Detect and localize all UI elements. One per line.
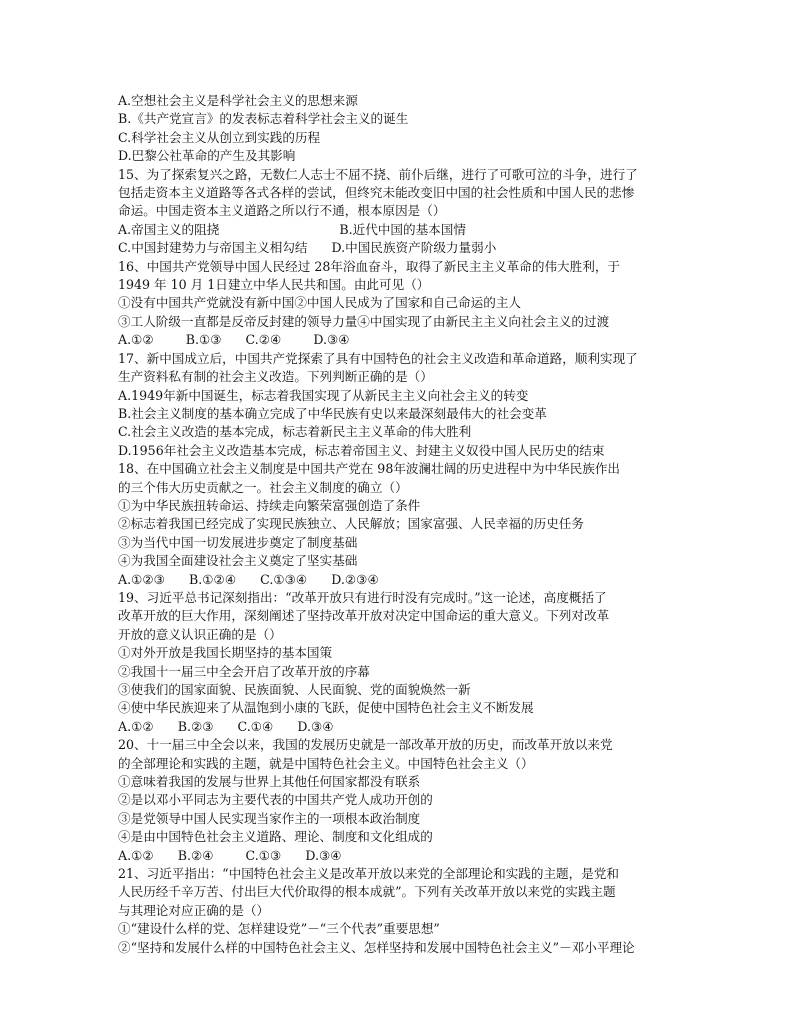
option-line: D.巴黎公社革命的产生及其影响 [118, 148, 296, 164]
question-20-options: A.①② B.②④ C.①③ D.③④ [118, 847, 342, 863]
question-17-option: D.1956年社会主义改造基本完成，标志着帝国主义、封建主义奴役中国人民历史的结束 [118, 442, 605, 458]
question-20-statement: ②是以邓小平同志为主要代表的中国共产党人成功开创的 [118, 792, 433, 808]
option-line: C.科学社会主义从创立到实践的历程 [118, 129, 321, 145]
question-18-statement: ②标志着我国已经完成了实现民族独立、人民解放；国家富强、人民幸福的历史任务 [118, 516, 584, 532]
question-17-option: A.1949年新中国诞生，标志着我国实现了从新民主主义向社会主义的转变 [118, 387, 529, 403]
question-18-options: A.①②③ B.①②④ C.①③④ D.②③④ [118, 571, 379, 587]
question-18-statement: ③为当代中国一切发展进步奠定了制度基础 [118, 534, 358, 550]
question-15-text: 包括走资本主义道路等各式各样的尝试，但终究未能改变旧中国的社会性质和中国人民的悲惨 [118, 185, 635, 201]
option-line: B.《共产党宣言》的发表标志着科学社会主义的诞生 [118, 111, 409, 127]
question-17-option: B.社会主义制度的基本确立完成了中华民族有史以来最深刻最伟大的社会变革 [118, 405, 547, 421]
question-16-options: A.①② B.①③ C.②④ D.③④ [118, 332, 350, 348]
question-17-text: 17、新中国成立后，中国共产党探索了具有中国特色的社会主义改造和革命道路，顺利实现了 [118, 350, 638, 366]
question-16-text: 16、中国共产党领导中国人民经过 28年浴血奋斗，取得了新民主主义革命的伟大胜利，于 [118, 258, 621, 274]
question-20-statement: ③是党领导中国人民实现当家作主的一项根本政治制度 [118, 810, 421, 826]
question-16-statement: ③工人阶级一直都是反帝反封建的领导力量④中国实现了由新民主主义向社会主义的过渡 [118, 313, 610, 329]
question-17-option: C.社会主义改造的基本完成，标志着新民主主义革命的伟大胜利 [118, 424, 472, 440]
question-20-text: 的全部理论和实践的主题，就是中国特色社会主义。中国特色社会主义（） [118, 755, 534, 771]
question-20-statement: ①意味着我国的发展与世界上其他任何国家都没有联系 [118, 774, 421, 790]
question-16-text: 1949 年 10 月 1日建立中华人民共和国。由此可见（） [118, 277, 430, 293]
question-21-text: 人民历经千辛万苦、付出巨大代价取得的根本成就”。下列有关改革开放以来党的实践主题 [118, 884, 616, 900]
option-line: A.空想社会主义是科学社会主义的思想来源 [118, 93, 358, 108]
question-19-statement: ④使中华民族迎来了从温饱到小康的飞跃，促使中国特色社会主义不断发展 [118, 700, 534, 716]
question-21-statement: ①“建设什么样的党、怎样建设党”－“三个代表”重要思想” [118, 921, 440, 937]
question-15-text: 命运。中国走资本主义道路之所以行不通，根本原因是（） [118, 203, 446, 219]
question-15-options: C.中国封建势力与帝国主义相勾结 D.中国民族资产阶级力量弱小 [118, 240, 497, 256]
question-19-text: 改革开放的巨大作用，深刻阐述了坚持改革开放对决定中国命运的重大意义。下列对改革 [118, 608, 610, 624]
question-20-text: 20、十一届三中全会以来，我国的发展历史就是一部改革开放的历史，而改革开放以来党 [118, 737, 613, 753]
question-18-statement: ④为我国全面建设社会主义奠定了坚实基础 [118, 553, 358, 569]
question-21-text: 与其理论对应正确的是（） [118, 902, 270, 918]
exam-page [118, 92, 680, 957]
question-21-text: 21、习近平指出：“中国特色社会主义是改革开放以来党的全部理论和实践的主题，是党和 [118, 866, 620, 882]
question-19-statement: ②我国十一届三中全会开启了改革开放的序幕 [118, 663, 370, 679]
question-20-statement: ④是由中国特色社会主义道路、理论、制度和文化组成的 [118, 829, 433, 845]
question-17-text: 生产资料私有制的社会主义改造。下列判断正确的是（） [118, 369, 433, 385]
question-16-statement: ①没有中国共产党就没有新中国②中国人民成为了国家和自己命运的主人 [118, 295, 521, 311]
question-18-text: 18、在中国确立社会主义制度是中国共产党在 98年波澜壮阔的历史进程中为中华民族作出 [118, 461, 621, 477]
question-19-statement: ③使我们的国家面貌、民族面貌、人民面貌、党的面貌焕然一新 [118, 682, 471, 697]
question-21-statement: ②“坚持和发展什么样的中国特色社会主义、怎样坚持和发展中国特色社会主义”－邓小平理论 [118, 939, 635, 955]
question-19-options: A.①② B.②③ C.①④ D.③④ [118, 718, 334, 734]
question-19-statement: ①对外开放是我国长期坚持的基本国策 [118, 645, 333, 661]
question-19-text: 开放的意义认识正确的是（） [118, 626, 282, 642]
question-15-text: 15、为了探索复兴之路，无数仁人志士不屈不挠、前仆后继，进行了可歌可泣的斗争，进行了 [118, 166, 638, 182]
question-18-statement: ①为中华民族扭转命运、持续走向繁荣富强创造了条件 [118, 497, 421, 513]
question-18-text: 的三个伟大历史贡献之一。社会主义制度的确立（） [118, 479, 408, 495]
question-15-options: A.帝国主义的阻挠 B.近代中国的基本国情 [118, 221, 466, 237]
question-19-text: 19、习近平总书记深刻指出：“改革开放只有进行时没有完成时。”这一论述，高度概括了 [118, 589, 607, 605]
